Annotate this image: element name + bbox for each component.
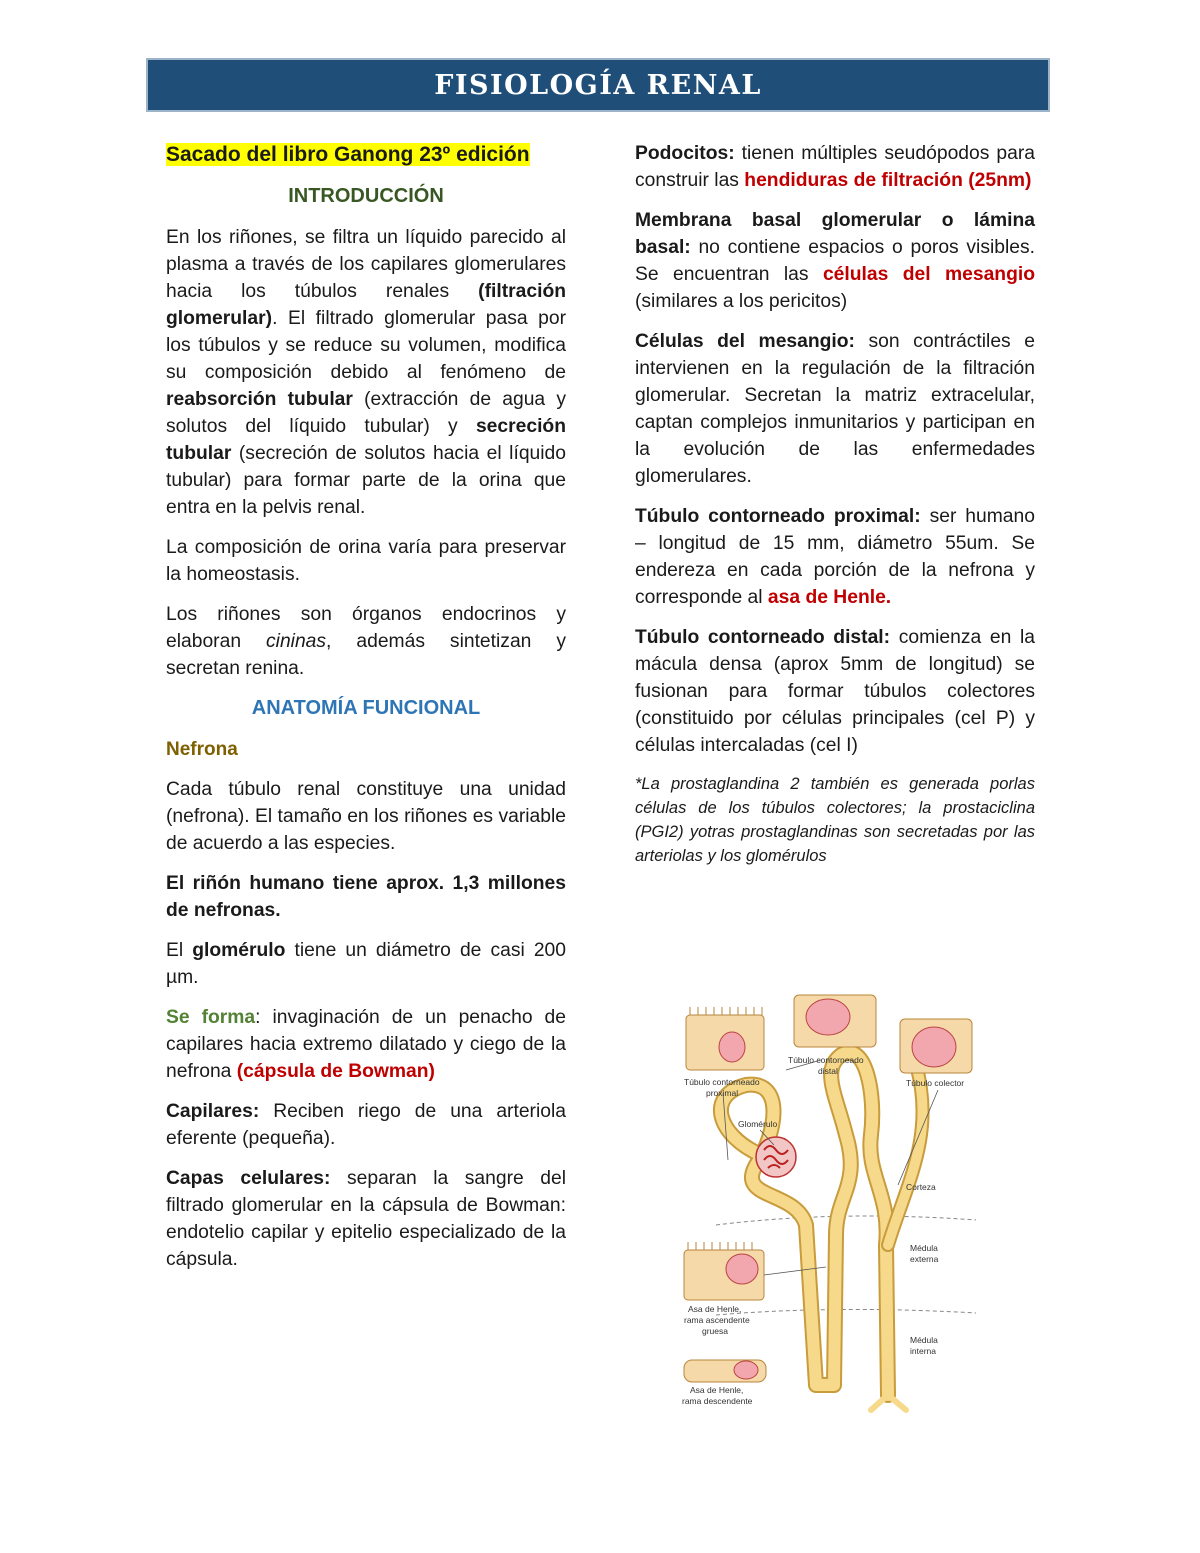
cortex-divider — [716, 1216, 976, 1225]
prostaglandin-note: *La prostaglandina 2 también es generada porlas células de los túbulos colectores; la prostaciclina (PGI2) yotras prostaglandinas son secretadas por las arteriolas y los glomérulos — [635, 775, 1035, 865]
endocrine-paragraph: Los riñones son órganos endocrinos y elaboran cininas, además sintetizan y secretan renina. — [166, 604, 566, 679]
glomerulo-paragraph: El glomérulo tiene un diámetro de casi 200 µm. — [166, 940, 566, 988]
label-medula-externa: Médula — [910, 1243, 938, 1253]
svg-text:proximal: proximal — [706, 1088, 739, 1098]
homeostasis-paragraph: La composición de orina varía para preservar la homeostasis. — [166, 537, 566, 585]
label-glomerulo: Glomérulo — [738, 1119, 778, 1129]
ascending-limb-cells-illustration — [684, 1242, 764, 1300]
intro-heading: INTRODUCCIÓN — [288, 185, 444, 207]
descending-limb-cells-illustration — [684, 1360, 766, 1382]
title-banner — [146, 58, 1050, 112]
formation-paragraph: Se forma: invaginación de un penacho de capilares hacia extremo dilatado y ciego de la nefrona (cápsula de Bowman) — [166, 1007, 566, 1082]
basal-membrane-paragraph: Membrana basal glomerular o lámina basal: no contiene espacios o poros visibles. Se encuentran las células del mesangio (similares a los pericitos) — [635, 210, 1035, 312]
tubule-path — [721, 1052, 923, 1410]
label-corteza: Corteza — [906, 1182, 936, 1192]
nefronas-count: El riñón humano tiene aprox. 1,3 millones de nefronas. — [166, 873, 566, 921]
label-medula-interna: Médula — [910, 1335, 938, 1345]
mesangial-paragraph: Células del mesangio: son contráctiles e intervienen en la regulación de la filtración glomerular. Secretan la matriz extracelular, captan complejos inmunitarios y participan en la evolución de las enfermedades glomerulares. — [635, 331, 1035, 487]
intro-paragraph: En los riñones, se filtra un líquido parecido al plasma a través de los capilares glomerulares hacia los túbulos renales (filtración glomerular). El filtrado glomerular pasa por los túbulos y se reduce su volumen, modifica su composición debido al fenómeno de reabsorción tubular (extracción de agua y solutos del líquido tubular) y secreción tubular (secreción de solutos hacia el líquido tubular) para formar parte de la orina que entra en la pelvis renal. — [166, 227, 566, 518]
svg-text:rama ascendente: rama ascendente — [684, 1315, 750, 1325]
glomerulus-shape — [756, 1137, 796, 1177]
nefrona-paragraph: Cada túbulo renal constituye una unidad (nefrona). El tamaño en los riñones es variable de acuerdo a las especies. — [166, 779, 566, 854]
svg-text:gruesa: gruesa — [702, 1326, 728, 1336]
label-proximal: Túbulo contorneado — [684, 1077, 760, 1087]
svg-text:externa: externa — [910, 1254, 939, 1264]
label-distal: Túbulo contorneado — [788, 1055, 864, 1065]
distal-cells-illustration — [794, 995, 876, 1047]
left-column — [166, 140, 566, 1286]
svg-text:interna: interna — [910, 1346, 936, 1356]
page-title: FISIOLOGÍA RENAL — [434, 69, 762, 101]
anatomy-heading: ANATOMÍA FUNCIONAL — [251, 697, 481, 719]
nefrona-heading: Nefrona — [166, 739, 238, 760]
medulla-divider — [716, 1309, 976, 1315]
cell-layers-paragraph: Capas celulares: separan la sangre del filtrado glomerular en la cápsula de Bowman: endotelio capilar y epitelio especializado de la cápsula. — [166, 1168, 566, 1270]
label-descending-limb: Asa de Henle, — [690, 1385, 744, 1395]
proximal-cells-illustration — [686, 1007, 764, 1070]
right-column — [635, 140, 1035, 881]
label-ascending-limb: Asa de Henle, — [688, 1304, 742, 1314]
distal-tubule-paragraph: Túbulo contorneado distal: comienza en la mácula densa (aprox 5mm de longitud) se fusionan para formar túbulos colectores (constituido por células principales (cel P) y células intercaladas (cel I) — [635, 627, 1035, 756]
capillaries-paragraph: Capilares: Reciben riego de una arteriola eferente (pequeña). — [166, 1101, 566, 1149]
source-note: Sacado del libro Ganong 23º edición — [166, 143, 530, 166]
nephron-diagram — [676, 985, 1006, 1415]
svg-text:distal: distal — [818, 1066, 838, 1076]
label-collector: Túbulo colector — [906, 1078, 965, 1088]
podocytes-paragraph: Podocitos: tienen múltiples seudópodos para construir las hendiduras de filtración (25nm) — [635, 143, 1035, 191]
svg-text:rama descendente: rama descendente — [682, 1396, 753, 1406]
proximal-tubule-paragraph: Túbulo contorneado proximal: ser humano – longitud de 15 mm, diámetro 55um. Se endereza en cada porción de la nefrona y corresponde al asa de Henle. — [635, 506, 1035, 608]
collector-cells-illustration — [900, 1019, 972, 1073]
